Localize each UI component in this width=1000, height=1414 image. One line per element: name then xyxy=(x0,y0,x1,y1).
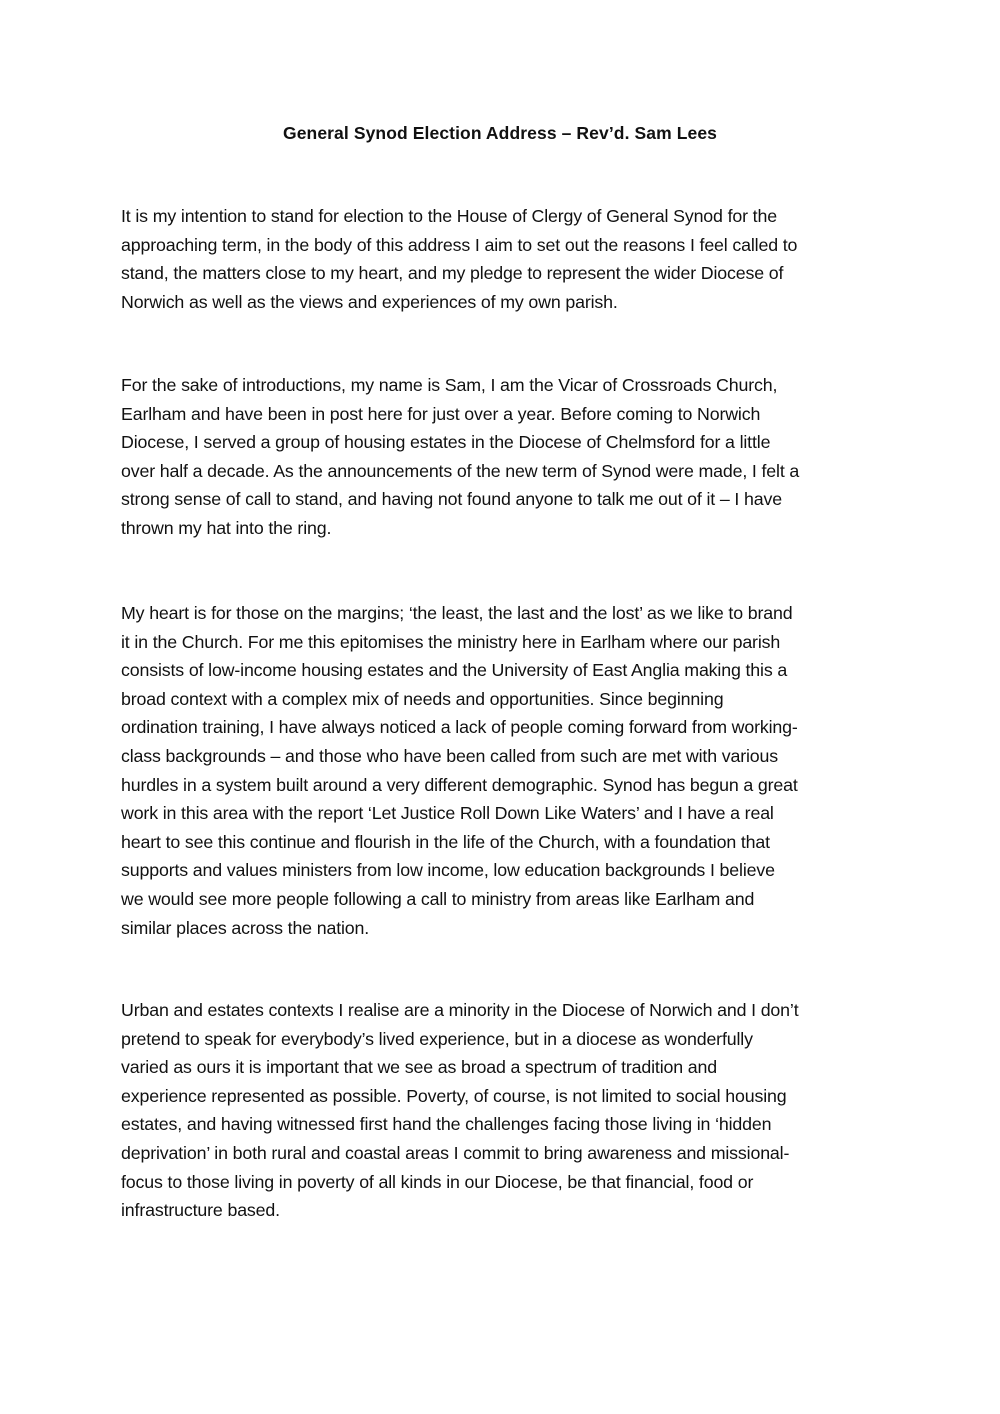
text-line: stand, the matters close to my heart, and my pledge to represent the wider Diocese of xyxy=(121,263,784,284)
text-line: estates, and having witnessed first hand the challenges facing those living in ‘hidden xyxy=(121,1114,772,1135)
text-line: infrastructure based. xyxy=(121,1200,280,1221)
text-line: pretend to speak for everybody’s lived experience, but in a diocese as wonderfully xyxy=(121,1028,753,1049)
text-line: supports and values ministers from low income, low education backgrounds I believe xyxy=(121,860,775,881)
paragraph-heart-for-margins xyxy=(121,599,891,942)
document-title: General Synod Election Address – Rev’d. Sam Lees xyxy=(282,123,718,143)
paragraph-urban-and-poverty xyxy=(121,996,891,1225)
text-line: consists of low-income housing estates and the University of East Anglia making this a xyxy=(121,660,788,681)
text-line: approaching term, in the body of this address I aim to set out the reasons I feel called to xyxy=(121,234,798,255)
text-line: ordination training, I have always noticed a lack of people coming forward from working- xyxy=(121,717,798,738)
text-line: we would see more people following a call to ministry from areas like Earlham and xyxy=(121,888,755,909)
text-line: broad context with a complex mix of needs and opportunities. Since beginning xyxy=(121,688,724,709)
text-line: My heart is for those on the margins; ‘the least, the last and the lost’ as we like to brand xyxy=(121,603,793,623)
text-line: work in this area with the report ‘Let Justice Roll Down Like Waters’ and I have a real xyxy=(121,803,774,824)
text-line: over half a decade. As the announcements of the new term of Synod were made, I felt a xyxy=(121,460,800,481)
text-line: experience represented as possible. Poverty, of course, is not limited to social housing xyxy=(121,1085,787,1106)
text-line: varied as ours it is important that we see as broad a spectrum of tradition and xyxy=(121,1057,717,1078)
text-line: Norwich as well as the views and experiences of my own parish. xyxy=(121,291,618,312)
text-line: It is my intention to stand for election to the House of Clergy of General Synod for the xyxy=(121,206,777,226)
text-line: hurdles in a system built around a very different demographic. Synod has begun a great xyxy=(121,774,798,795)
paragraph-about-me xyxy=(121,371,891,543)
text-line: it in the Church. For me this epitomises the ministry here in Earlham where our parish xyxy=(121,631,781,652)
text-line: similar places across the nation. xyxy=(121,917,370,938)
text-line: strong sense of call to stand, and having not found anyone to talk me out of it – I have xyxy=(121,489,782,510)
paragraph-introduction-intent xyxy=(121,202,891,316)
text-line: heart to see this continue and flourish in the life of the Church, with a foundation that xyxy=(121,831,770,852)
text-line: For the sake of introductions, my name is Sam, I am the Vicar of Crossroads Church, xyxy=(121,375,778,395)
text-line: class backgrounds – and those who have been called from such are met with various xyxy=(121,745,778,766)
text-line: deprivation’ in both rural and coastal areas I commit to bring awareness and missional- xyxy=(121,1142,790,1163)
text-line: thrown my hat into the ring. xyxy=(121,517,332,538)
text-line: Diocese, I served a group of housing estates in the Diocese of Chelmsford for a little xyxy=(121,432,771,453)
text-line: Earlham and have been in post here for just over a year. Before coming to Norwich xyxy=(121,403,761,424)
text-line: focus to those living in poverty of all kinds in our Diocese, be that financial, food or xyxy=(121,1171,754,1192)
text-line: Urban and estates contexts I realise are a minority in the Diocese of Norwich and I don’t xyxy=(121,1000,799,1020)
